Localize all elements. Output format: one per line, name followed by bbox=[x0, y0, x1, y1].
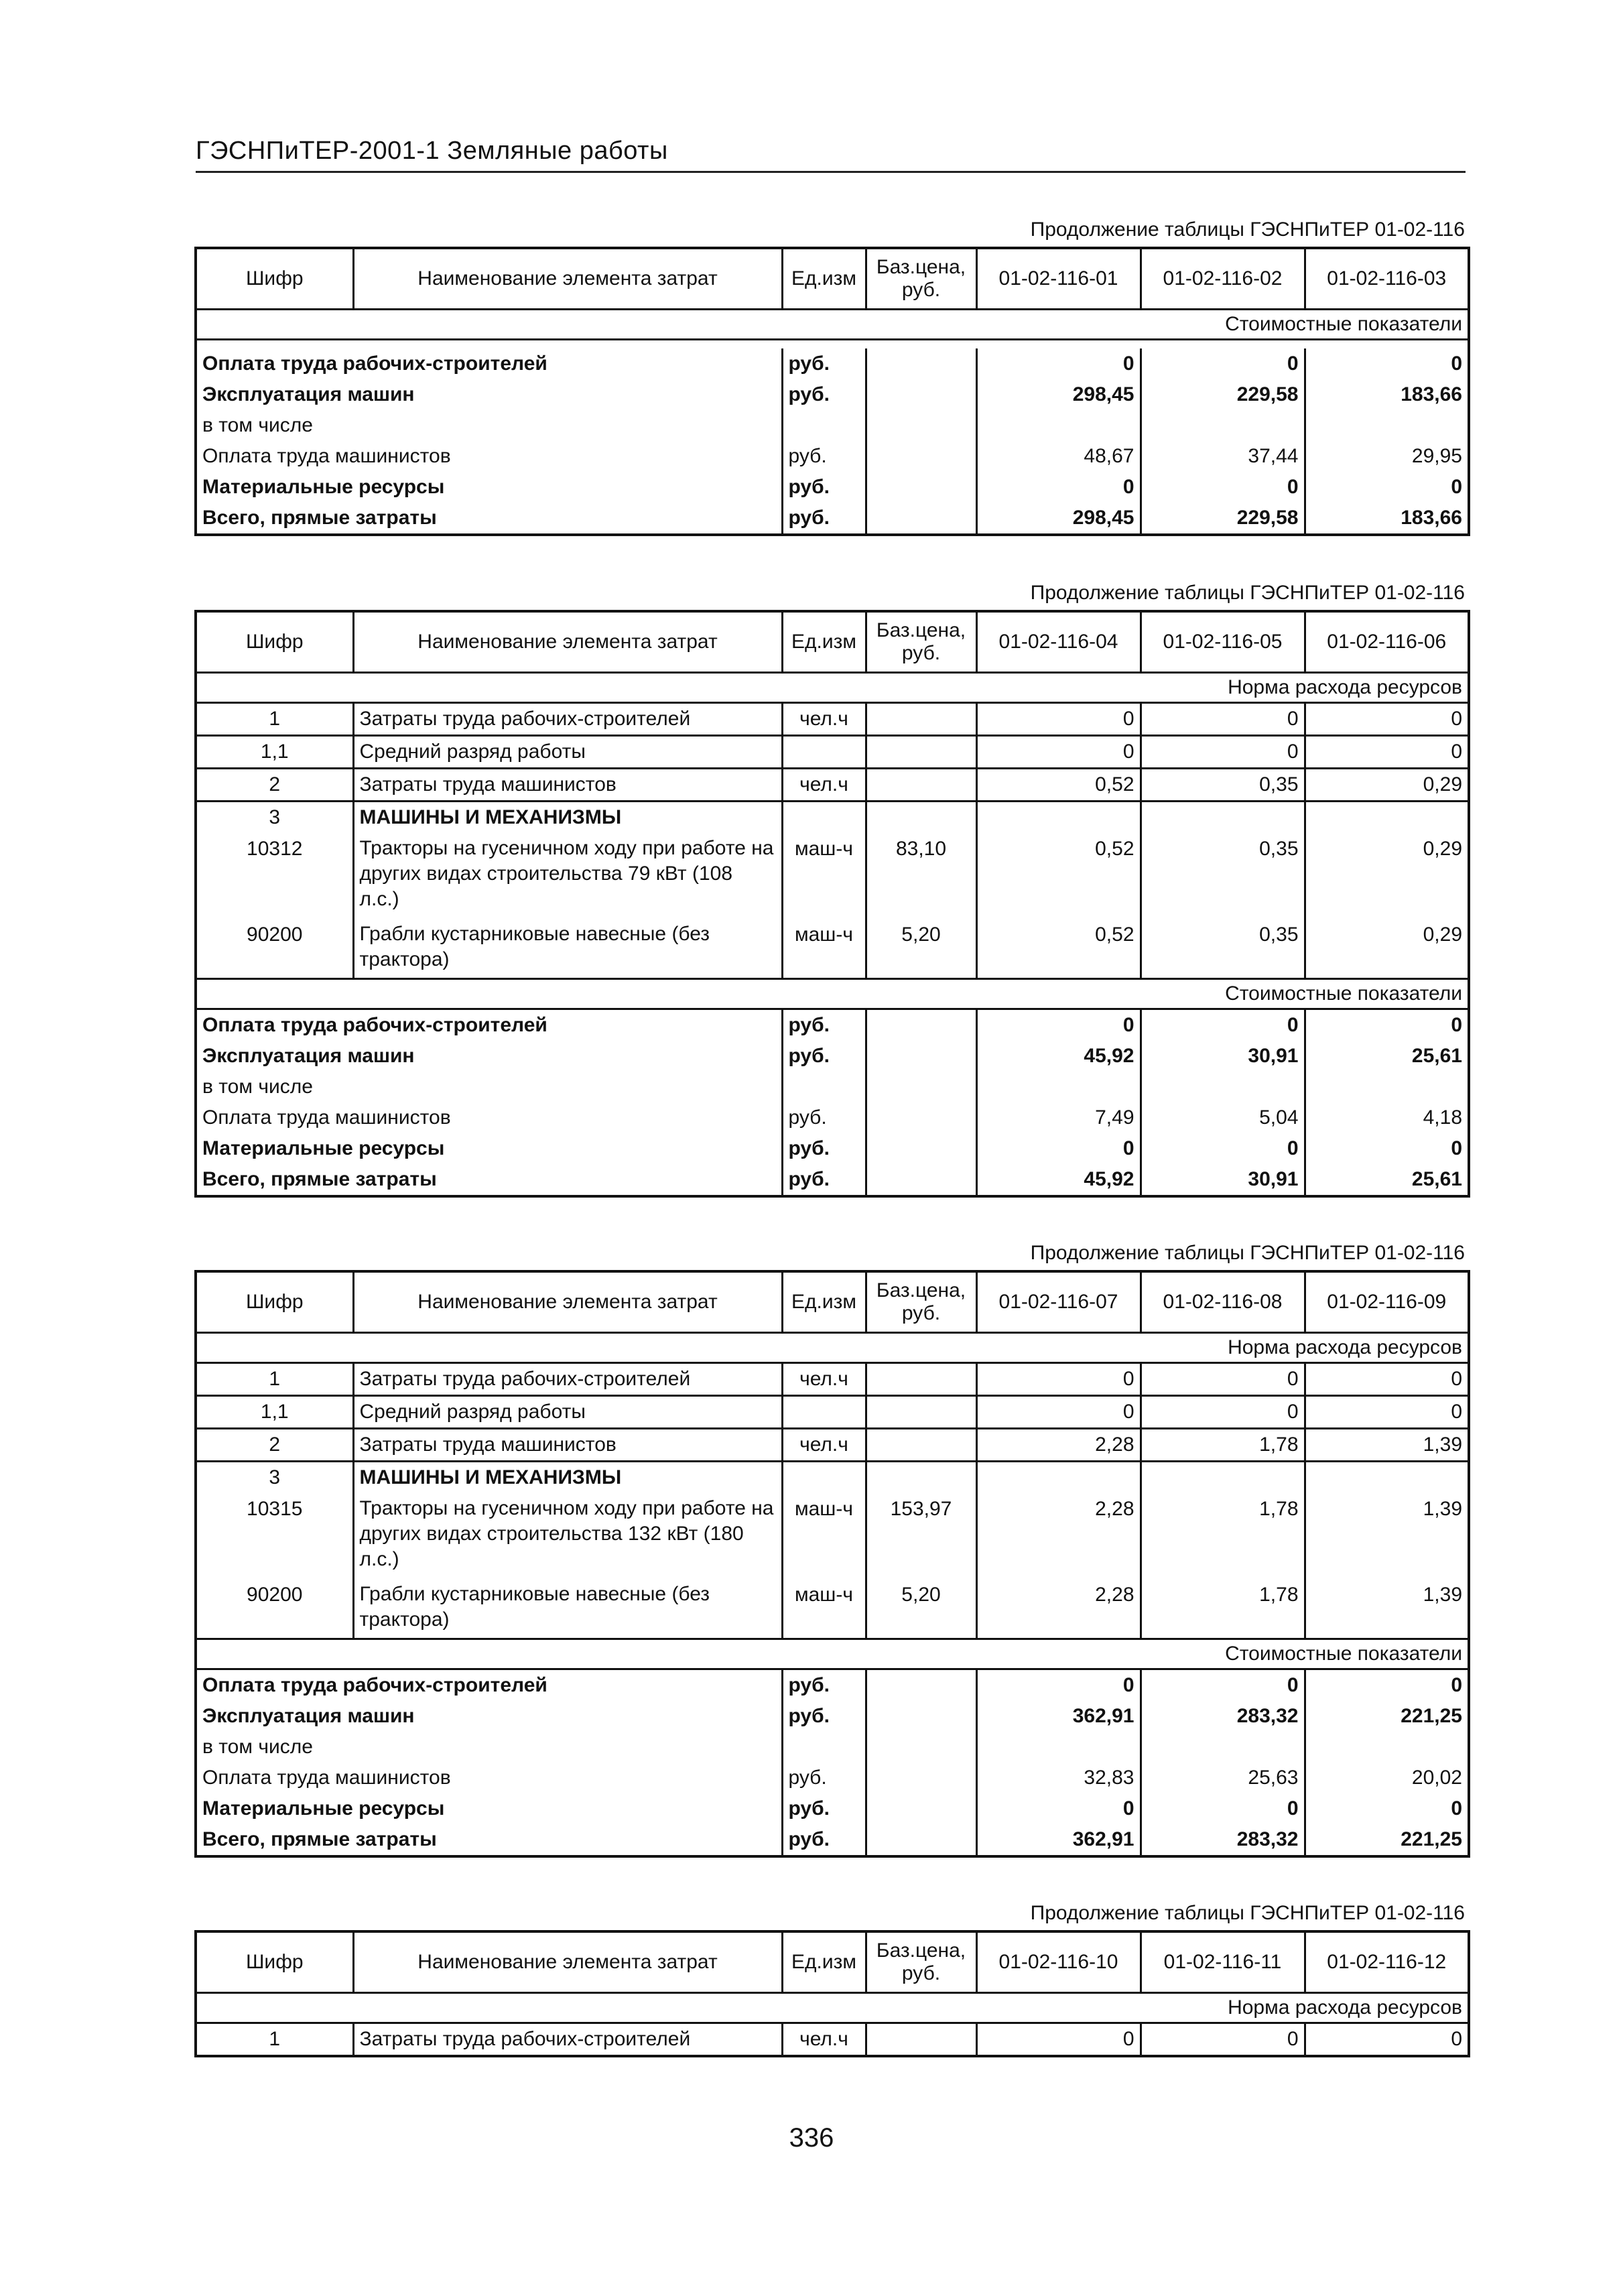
col-rate-header: 01-02-116-11 bbox=[1141, 1931, 1305, 1993]
cost-value: 0 bbox=[1141, 472, 1305, 503]
col-price-header: Баз.цена, руб. bbox=[866, 248, 976, 310]
cost-row bbox=[196, 1763, 1469, 1793]
norm-value: 0 bbox=[1141, 736, 1305, 769]
norm-value: 0 bbox=[976, 2023, 1141, 2057]
cost-value: 45,92 bbox=[976, 1041, 1141, 1072]
norm-value: 0 bbox=[1141, 703, 1305, 736]
cost-value: 0 bbox=[976, 1793, 1141, 1824]
cost-row bbox=[196, 379, 1469, 410]
norm-value bbox=[976, 1462, 1141, 1494]
page-number: 336 bbox=[789, 2123, 834, 2153]
norm-price: 83,10 bbox=[866, 833, 976, 919]
rates-table-4 bbox=[194, 1930, 1470, 2057]
norm-value bbox=[1141, 1462, 1305, 1494]
norm-value: 2,28 bbox=[976, 1579, 1141, 1639]
norm-row bbox=[196, 736, 1469, 769]
cost-name: в том числе bbox=[202, 414, 313, 436]
cost-value: 229,58 bbox=[1141, 379, 1305, 410]
cost-value bbox=[1141, 1732, 1305, 1763]
cost-value: 25,61 bbox=[1305, 1041, 1469, 1072]
norm-value: 0 bbox=[976, 1396, 1141, 1429]
norm-price bbox=[866, 1462, 976, 1494]
cost-value bbox=[976, 1072, 1141, 1102]
norm-unit: чел.ч bbox=[782, 703, 866, 736]
cost-row bbox=[196, 441, 1469, 472]
norm-unit: чел.ч bbox=[782, 769, 866, 802]
norm-row bbox=[196, 1462, 1469, 1494]
cost-value bbox=[1141, 1072, 1305, 1102]
cost-unit: руб. bbox=[782, 503, 866, 535]
cost-price bbox=[866, 1763, 976, 1793]
norm-value: 0 bbox=[1305, 736, 1469, 769]
cost-row bbox=[196, 348, 1469, 379]
cost-value: 0 bbox=[1141, 1669, 1305, 1702]
cost-value: 0 bbox=[1141, 1009, 1305, 1041]
norm-value: 0 bbox=[1141, 1396, 1305, 1429]
cost-unit bbox=[782, 1732, 866, 1763]
cost-value: 298,45 bbox=[976, 503, 1141, 535]
cost-value: 0 bbox=[976, 1009, 1141, 1041]
rates-table-1 bbox=[194, 247, 1470, 536]
cost-row bbox=[196, 1669, 1469, 1702]
cost-value: 37,44 bbox=[1141, 441, 1305, 472]
cost-value: 5,04 bbox=[1141, 1102, 1305, 1133]
table-caption: Продолжение таблицы ГЭСНПиТЕР 01-02-116 bbox=[1030, 1242, 1465, 1264]
cost-price bbox=[866, 348, 976, 379]
cost-price bbox=[866, 1164, 976, 1196]
cost-value: 362,91 bbox=[976, 1701, 1141, 1732]
cost-price bbox=[866, 1669, 976, 1702]
cost-price bbox=[866, 1701, 976, 1732]
norm-value: 0,52 bbox=[976, 769, 1141, 802]
cost-price bbox=[866, 1732, 976, 1763]
norm-code: 1,1 bbox=[196, 736, 353, 769]
section-band bbox=[196, 673, 1469, 703]
col-name-header: Наименование элемента затрат bbox=[353, 1271, 782, 1333]
cost-price bbox=[866, 1824, 976, 1856]
norm-code: 10315 bbox=[247, 1498, 303, 1520]
norm-row bbox=[196, 2023, 1469, 2057]
cost-row bbox=[196, 410, 1469, 441]
cost-unit: руб. bbox=[782, 1824, 866, 1856]
cost-band-label: Стоимостные показатели bbox=[196, 310, 1469, 340]
col-rate-header: 01-02-116-01 bbox=[976, 248, 1141, 310]
cost-row bbox=[196, 1041, 1469, 1072]
cost-unit: руб. bbox=[782, 1164, 866, 1196]
norm-value bbox=[1141, 802, 1305, 834]
cost-value: 0 bbox=[1305, 348, 1469, 379]
norm-value: 0 bbox=[1141, 2023, 1305, 2057]
norm-name: Затраты труда машинистов bbox=[353, 1429, 782, 1462]
col-rate-header: 01-02-116-12 bbox=[1305, 1931, 1469, 1993]
cost-value: 183,66 bbox=[1305, 379, 1469, 410]
cost-value: 20,02 bbox=[1305, 1763, 1469, 1793]
col-price-header: Баз.цена, руб. bbox=[866, 611, 976, 673]
cost-name: Всего, прямые затраты bbox=[202, 507, 437, 529]
cost-value: 283,32 bbox=[1141, 1824, 1305, 1856]
cost-value bbox=[976, 1732, 1141, 1763]
cost-value: 0 bbox=[976, 348, 1141, 379]
cost-value: 0 bbox=[976, 472, 1141, 503]
cost-value: 25,63 bbox=[1141, 1763, 1305, 1793]
cost-value: 30,91 bbox=[1141, 1041, 1305, 1072]
cost-name: Материальные ресурсы bbox=[202, 1797, 445, 1820]
cost-row bbox=[196, 1732, 1469, 1763]
cost-value: 0 bbox=[1305, 472, 1469, 503]
col-unit-header: Ед.изм bbox=[782, 1931, 866, 1993]
cost-value: 221,25 bbox=[1305, 1701, 1469, 1732]
norm-code: 2 bbox=[196, 769, 353, 802]
norm-name: Затраты труда рабочих-строителей bbox=[353, 703, 782, 736]
col-rate-header: 01-02-116-04 bbox=[976, 611, 1141, 673]
norm-name: Затраты труда рабочих-строителей bbox=[353, 1363, 782, 1396]
cost-price bbox=[866, 1041, 976, 1072]
cost-row bbox=[196, 1164, 1469, 1196]
norm-value: 1,78 bbox=[1141, 1579, 1305, 1639]
cost-value bbox=[1305, 1072, 1469, 1102]
norm-name: Грабли кустарниковые навесные (без трактора) bbox=[353, 919, 782, 979]
norm-row bbox=[196, 769, 1469, 802]
norm-value: 1,39 bbox=[1305, 1429, 1469, 1462]
cost-name: в том числе bbox=[202, 1076, 313, 1098]
col-rate-header: 01-02-116-06 bbox=[1305, 611, 1469, 673]
table-caption: Продолжение таблицы ГЭСНПиТЕР 01-02-116 bbox=[1030, 582, 1465, 604]
cost-value: 0 bbox=[1305, 1669, 1469, 1702]
norm-name: Затраты труда машинистов bbox=[353, 769, 782, 802]
norm-band-label: Норма расхода ресурсов bbox=[196, 1993, 1469, 2023]
col-code-header: Шифр bbox=[196, 1271, 353, 1333]
norm-price bbox=[866, 769, 976, 802]
cost-row bbox=[196, 1009, 1469, 1041]
cost-unit: руб. bbox=[782, 1793, 866, 1824]
cost-unit: руб. bbox=[782, 348, 866, 379]
norm-code: 1,1 bbox=[196, 1396, 353, 1429]
spacer-row bbox=[196, 340, 1469, 349]
norm-value: 0 bbox=[976, 736, 1141, 769]
norm-code: 3 bbox=[269, 806, 281, 828]
norm-unit: чел.ч bbox=[782, 2023, 866, 2057]
cost-row bbox=[196, 503, 1469, 535]
norm-value: 0 bbox=[1141, 1363, 1305, 1396]
cost-name: Оплата труда рабочих-строителей bbox=[202, 1674, 547, 1696]
cost-name: Оплата труда рабочих-строителей bbox=[202, 353, 547, 375]
cost-name: Эксплуатация машин bbox=[202, 383, 415, 405]
table-section-4 bbox=[194, 1897, 1468, 2057]
norm-unit: чел.ч bbox=[782, 1363, 866, 1396]
norm-value: 0,29 bbox=[1305, 919, 1469, 979]
cost-row bbox=[196, 1133, 1469, 1164]
cost-name: Всего, прямые затраты bbox=[202, 1828, 437, 1850]
col-price-header: Баз.цена, руб. bbox=[866, 1271, 976, 1333]
col-name-header: Наименование элемента затрат bbox=[353, 248, 782, 310]
norm-price: 5,20 bbox=[866, 919, 976, 979]
col-price-header: Баз.цена, руб. bbox=[866, 1931, 976, 1993]
section-band bbox=[196, 1993, 1469, 2023]
norm-code: 1 bbox=[269, 2028, 281, 2050]
col-unit-header: Ед.изм bbox=[782, 248, 866, 310]
norm-code: 10312 bbox=[247, 838, 303, 860]
norm-code: 2 bbox=[196, 1429, 353, 1462]
norm-value: 0,29 bbox=[1305, 833, 1469, 919]
cost-value: 32,83 bbox=[976, 1763, 1141, 1793]
norm-code: 1 bbox=[196, 703, 353, 736]
cost-price bbox=[866, 441, 976, 472]
cost-unit: руб. bbox=[782, 1009, 866, 1041]
cost-value: 362,91 bbox=[976, 1824, 1141, 1856]
norm-name: Грабли кустарниковые навесные (без трактора) bbox=[353, 1579, 782, 1639]
cost-value: 0 bbox=[1141, 1133, 1305, 1164]
cost-price bbox=[866, 1133, 976, 1164]
col-rate-header: 01-02-116-08 bbox=[1141, 1271, 1305, 1333]
cost-price bbox=[866, 1102, 976, 1133]
cost-name: Оплата труда рабочих-строителей bbox=[202, 1014, 547, 1036]
norm-name: Тракторы на гусеничном ходу при работе на других видах строительства 132 кВт (180 л.с.) bbox=[353, 1493, 782, 1579]
cost-value: 183,66 bbox=[1305, 503, 1469, 535]
cost-row bbox=[196, 1072, 1469, 1102]
col-rate-header: 01-02-116-03 bbox=[1305, 248, 1469, 310]
norm-name: МАШИНЫ И МЕХАНИЗМЫ bbox=[353, 802, 782, 834]
section-band bbox=[196, 310, 1469, 340]
cost-value bbox=[976, 410, 1141, 441]
col-code-header: Шифр bbox=[196, 1931, 353, 1993]
norm-code: 90200 bbox=[247, 1584, 303, 1606]
cost-band-label: Стоимостные показатели bbox=[196, 1639, 1469, 1669]
norm-code: 3 bbox=[269, 1466, 281, 1488]
col-unit-header: Ед.изм bbox=[782, 1271, 866, 1333]
norm-value: 0,35 bbox=[1141, 919, 1305, 979]
norm-row bbox=[196, 1363, 1469, 1396]
cost-value: 0 bbox=[1305, 1009, 1469, 1041]
col-rate-header: 01-02-116-05 bbox=[1141, 611, 1305, 673]
col-name-header: Наименование элемента затрат bbox=[353, 611, 782, 673]
cost-name: Материальные ресурсы bbox=[202, 476, 445, 498]
cost-name: Оплата труда машинистов bbox=[202, 1106, 451, 1129]
norm-row bbox=[196, 703, 1469, 736]
norm-row bbox=[196, 919, 1469, 979]
cost-unit bbox=[782, 410, 866, 441]
table-caption: Продолжение таблицы ГЭСНПиТЕР 01-02-116 bbox=[1030, 218, 1465, 241]
norm-value: 0 bbox=[1305, 703, 1469, 736]
cost-name: в том числе bbox=[202, 1736, 313, 1758]
norm-price bbox=[866, 1396, 976, 1429]
norm-code: 90200 bbox=[247, 923, 303, 946]
norm-value bbox=[976, 802, 1141, 834]
norm-unit bbox=[782, 802, 866, 834]
cost-value: 0 bbox=[976, 1133, 1141, 1164]
document-header: ГЭСНПиТЕР-2001-1 Земляные работы bbox=[196, 137, 1466, 173]
norm-name: Средний разряд работы bbox=[353, 736, 782, 769]
cost-price bbox=[866, 379, 976, 410]
cost-value: 283,32 bbox=[1141, 1701, 1305, 1732]
cost-unit: руб. bbox=[782, 472, 866, 503]
norm-unit: маш-ч bbox=[782, 1579, 866, 1639]
cost-unit: руб. bbox=[782, 1669, 866, 1702]
norm-name: Затраты труда рабочих-строителей bbox=[353, 2023, 782, 2057]
norm-row bbox=[196, 833, 1469, 919]
cost-value: 48,67 bbox=[976, 441, 1141, 472]
norm-band-label: Норма расхода ресурсов bbox=[196, 673, 1469, 703]
norm-price bbox=[866, 1363, 976, 1396]
cost-unit: руб. bbox=[782, 1763, 866, 1793]
cost-value: 0 bbox=[1305, 1793, 1469, 1824]
table-section-3 bbox=[194, 1236, 1468, 1858]
cost-value: 45,92 bbox=[976, 1164, 1141, 1196]
cost-name: Оплата труда машинистов bbox=[202, 1767, 451, 1789]
norm-value: 0 bbox=[1305, 1363, 1469, 1396]
cost-unit: руб. bbox=[782, 1133, 866, 1164]
norm-unit: чел.ч bbox=[782, 1429, 866, 1462]
col-code-header: Шифр bbox=[196, 611, 353, 673]
col-code-header: Шифр bbox=[196, 248, 353, 310]
cost-value bbox=[1305, 1732, 1469, 1763]
cost-name: Всего, прямые затраты bbox=[202, 1168, 437, 1190]
norm-row bbox=[196, 1493, 1469, 1579]
table-section-2 bbox=[194, 576, 1468, 1198]
norm-value: 0 bbox=[1305, 2023, 1469, 2057]
cost-value: 0 bbox=[976, 1669, 1141, 1702]
cost-name: Материальные ресурсы bbox=[202, 1137, 445, 1159]
cost-row bbox=[196, 1701, 1469, 1732]
norm-value: 0,35 bbox=[1141, 833, 1305, 919]
rates-table-3 bbox=[194, 1270, 1470, 1858]
norm-value: 1,39 bbox=[1305, 1493, 1469, 1579]
cost-unit bbox=[782, 1072, 866, 1102]
cost-value bbox=[1305, 410, 1469, 441]
cost-unit: руб. bbox=[782, 379, 866, 410]
norm-price bbox=[866, 1429, 976, 1462]
col-unit-header: Ед.изм bbox=[782, 611, 866, 673]
cost-row bbox=[196, 472, 1469, 503]
table-section-1 bbox=[194, 213, 1468, 536]
cost-value: 298,45 bbox=[976, 379, 1141, 410]
norm-value: 0 bbox=[1305, 1396, 1469, 1429]
norm-row bbox=[196, 1579, 1469, 1639]
norm-value: 1,78 bbox=[1141, 1493, 1305, 1579]
cost-value: 0 bbox=[1305, 1133, 1469, 1164]
cost-name: Эксплуатация машин bbox=[202, 1045, 415, 1067]
norm-price bbox=[866, 802, 976, 834]
norm-value: 0 bbox=[976, 703, 1141, 736]
norm-name: МАШИНЫ И МЕХАНИЗМЫ bbox=[353, 1462, 782, 1494]
cost-value: 25,61 bbox=[1305, 1164, 1469, 1196]
norm-value: 2,28 bbox=[976, 1429, 1141, 1462]
col-rate-header: 01-02-116-10 bbox=[976, 1931, 1141, 1993]
cost-unit: руб. bbox=[782, 1041, 866, 1072]
cost-name: Эксплуатация машин bbox=[202, 1705, 415, 1727]
col-rate-header: 01-02-116-09 bbox=[1305, 1271, 1469, 1333]
section-band bbox=[196, 1333, 1469, 1363]
header-row bbox=[196, 611, 1469, 673]
norm-unit: маш-ч bbox=[782, 919, 866, 979]
norm-unit bbox=[782, 1396, 866, 1429]
cost-row bbox=[196, 1102, 1469, 1133]
cost-value: 0 bbox=[1141, 1793, 1305, 1824]
norm-row bbox=[196, 802, 1469, 834]
norm-value bbox=[1305, 802, 1469, 834]
cost-value: 229,58 bbox=[1141, 503, 1305, 535]
header-row bbox=[196, 1931, 1469, 1993]
cost-price bbox=[866, 1009, 976, 1041]
col-name-header: Наименование элемента затрат bbox=[353, 1931, 782, 1993]
header-row bbox=[196, 1271, 1469, 1333]
norm-unit: маш-ч bbox=[782, 1493, 866, 1579]
section-band bbox=[196, 979, 1469, 1009]
cost-unit: руб. bbox=[782, 1701, 866, 1732]
norm-band-label: Норма расхода ресурсов bbox=[196, 1333, 1469, 1363]
norm-row bbox=[196, 1429, 1469, 1462]
cost-value bbox=[1141, 410, 1305, 441]
norm-price bbox=[866, 736, 976, 769]
col-rate-header: 01-02-116-02 bbox=[1141, 248, 1305, 310]
cost-row bbox=[196, 1824, 1469, 1856]
norm-value: 0,35 bbox=[1141, 769, 1305, 802]
cost-name: Оплата труда машинистов bbox=[202, 445, 451, 467]
cost-band-label: Стоимостные показатели bbox=[196, 979, 1469, 1009]
norm-price bbox=[866, 2023, 976, 2057]
norm-value: 0 bbox=[976, 1363, 1141, 1396]
norm-price: 153,97 bbox=[866, 1493, 976, 1579]
table-caption: Продолжение таблицы ГЭСНПиТЕР 01-02-116 bbox=[1030, 1902, 1465, 1924]
cost-value: 7,49 bbox=[976, 1102, 1141, 1133]
norm-value bbox=[1305, 1462, 1469, 1494]
norm-value: 2,28 bbox=[976, 1493, 1141, 1579]
cost-unit: руб. bbox=[782, 1102, 866, 1133]
cost-value: 0 bbox=[1141, 348, 1305, 379]
header-row bbox=[196, 248, 1469, 310]
cost-unit: руб. bbox=[782, 441, 866, 472]
section-band bbox=[196, 1639, 1469, 1669]
norm-code: 1 bbox=[196, 1363, 353, 1396]
rates-table-2 bbox=[194, 610, 1470, 1198]
cost-price bbox=[866, 410, 976, 441]
cost-price bbox=[866, 503, 976, 535]
norm-unit bbox=[782, 736, 866, 769]
col-rate-header: 01-02-116-07 bbox=[976, 1271, 1141, 1333]
norm-name: Средний разряд работы bbox=[353, 1396, 782, 1429]
norm-value: 0,52 bbox=[976, 833, 1141, 919]
norm-price bbox=[866, 703, 976, 736]
cost-value: 29,95 bbox=[1305, 441, 1469, 472]
cost-value: 221,25 bbox=[1305, 1824, 1469, 1856]
norm-price: 5,20 bbox=[866, 1579, 976, 1639]
cost-price bbox=[866, 1072, 976, 1102]
norm-value: 1,78 bbox=[1141, 1429, 1305, 1462]
norm-value: 0,52 bbox=[976, 919, 1141, 979]
norm-unit: маш-ч bbox=[782, 833, 866, 919]
cost-price bbox=[866, 1793, 976, 1824]
cost-row bbox=[196, 1793, 1469, 1824]
norm-value: 0,29 bbox=[1305, 769, 1469, 802]
norm-row bbox=[196, 1396, 1469, 1429]
norm-unit bbox=[782, 1462, 866, 1494]
cost-price bbox=[866, 472, 976, 503]
norm-value: 1,39 bbox=[1305, 1579, 1469, 1639]
cost-value: 4,18 bbox=[1305, 1102, 1469, 1133]
norm-name: Тракторы на гусеничном ходу при работе на других видах строительства 79 кВт (108 л.с.) bbox=[353, 833, 782, 919]
cost-value: 30,91 bbox=[1141, 1164, 1305, 1196]
